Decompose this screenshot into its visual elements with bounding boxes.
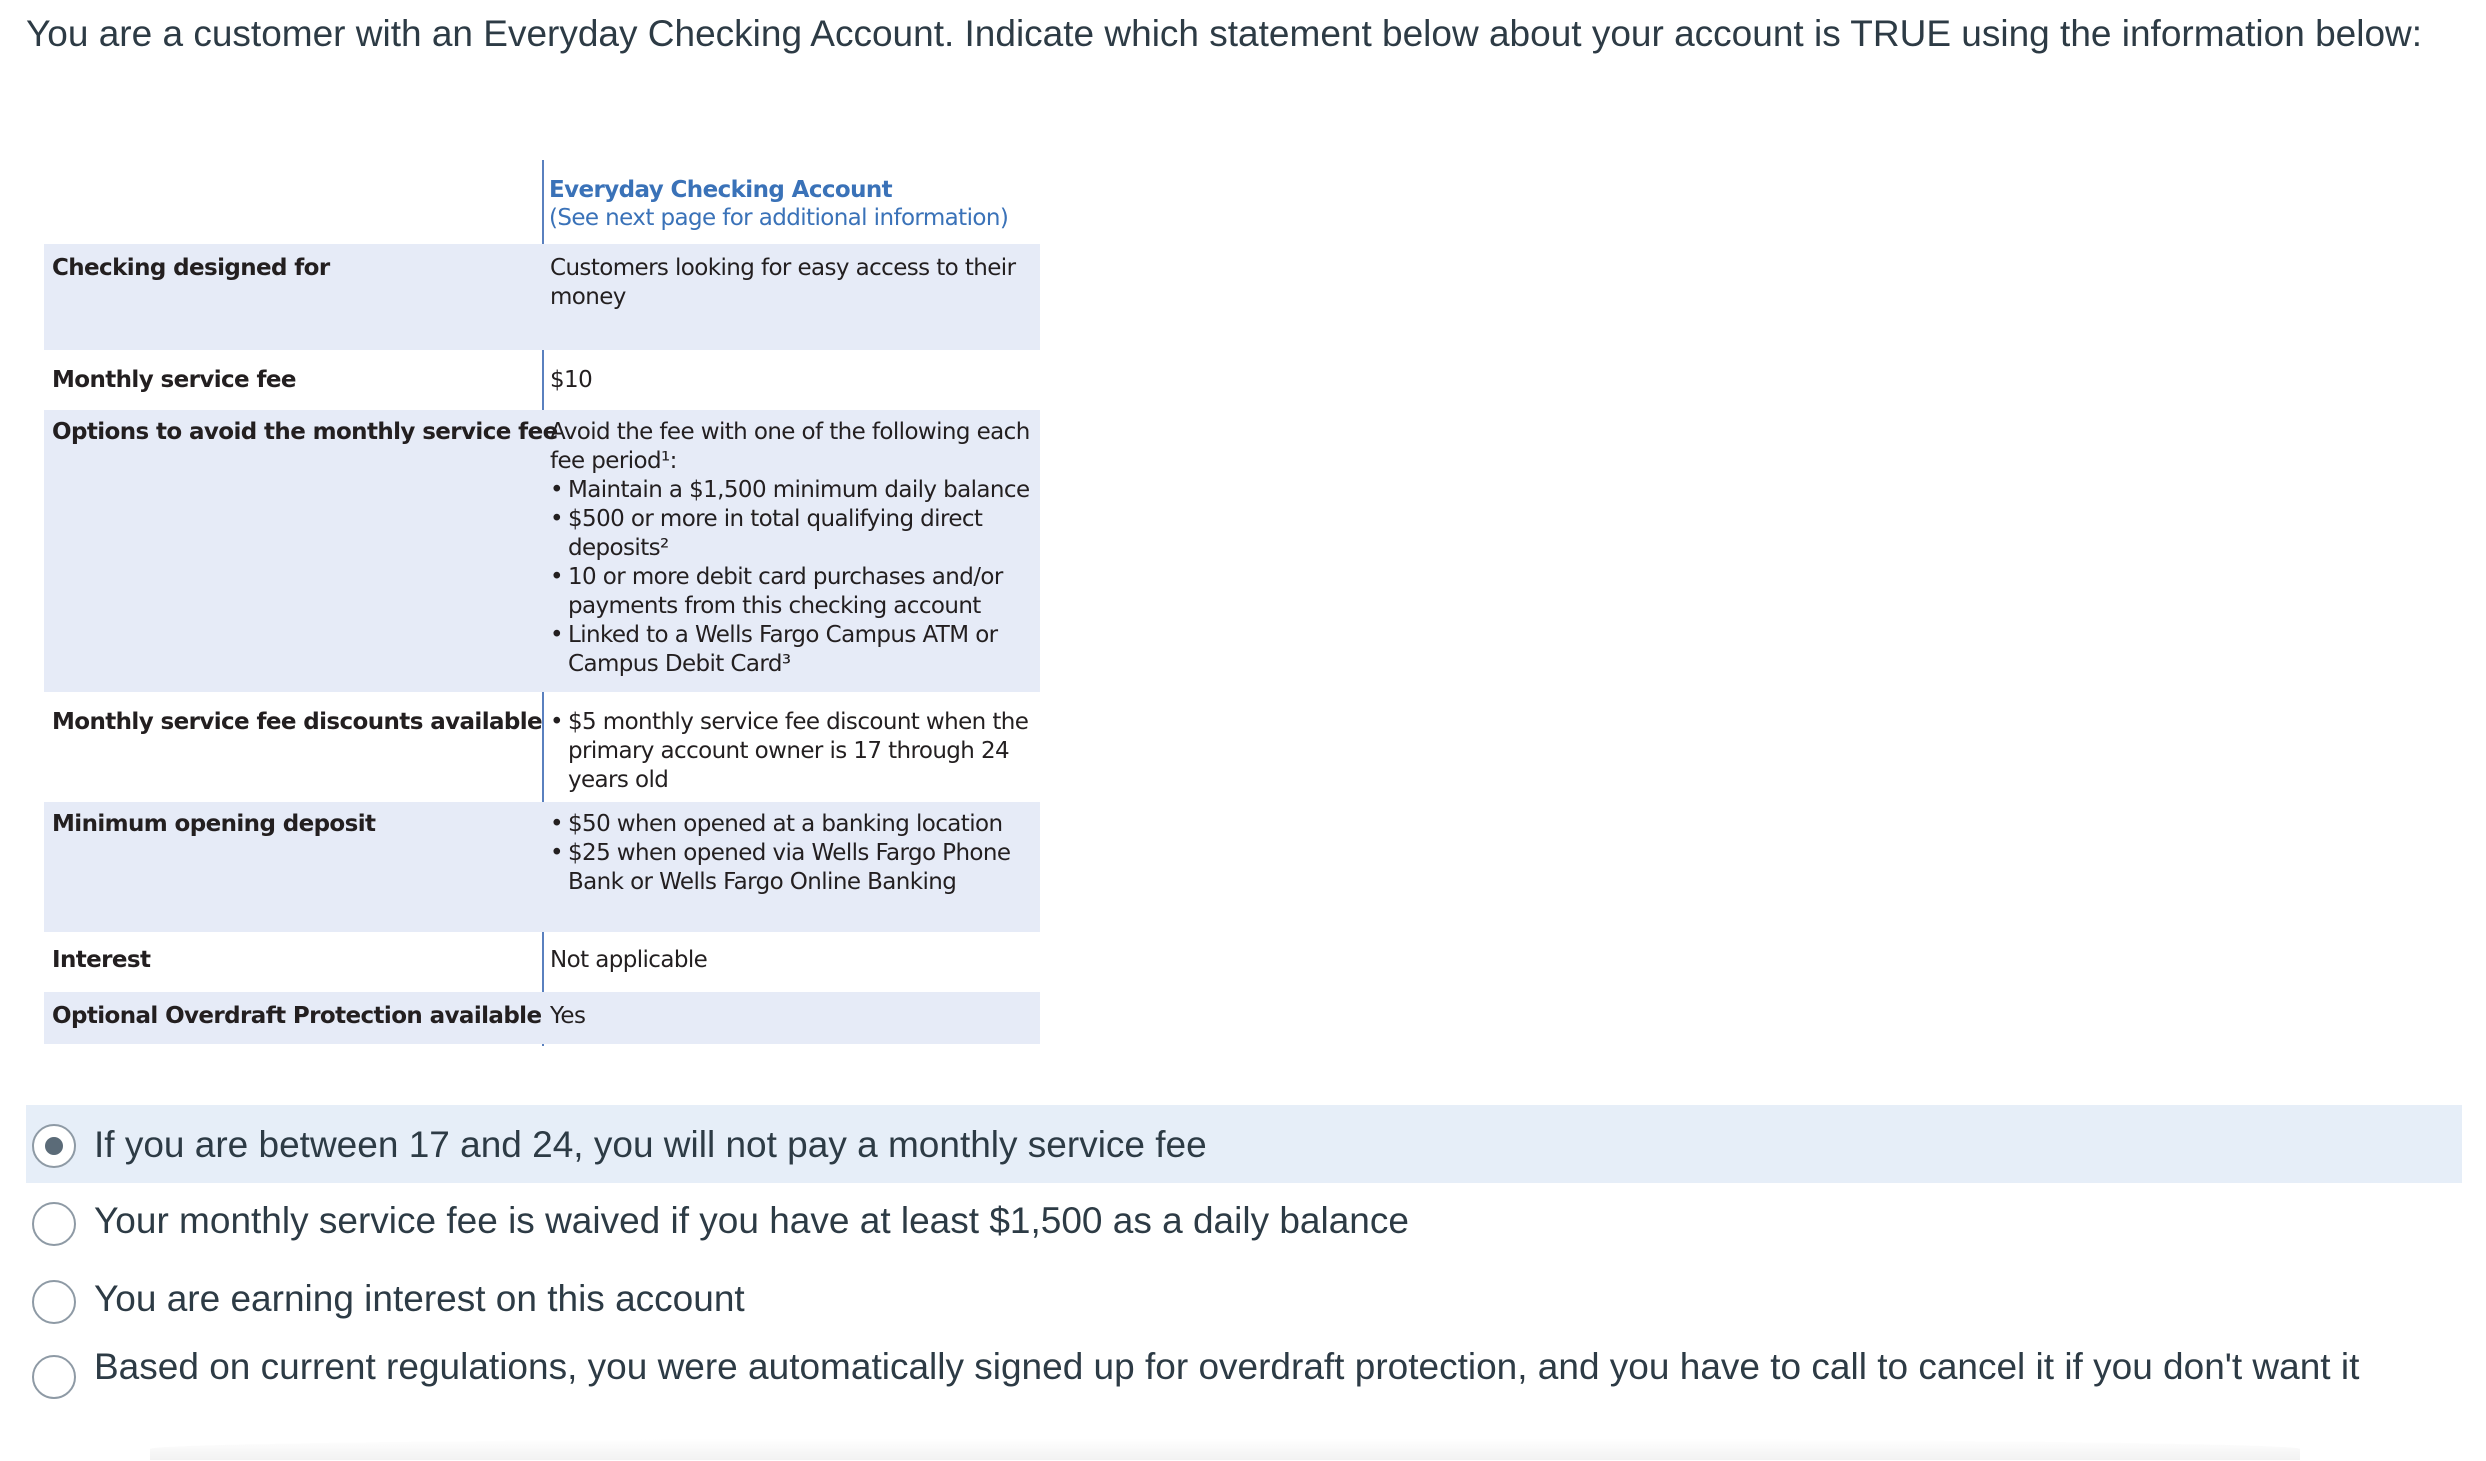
table-row (44, 698, 1040, 798)
row-intro: Avoid the fee with one of the following each fee period¹: (550, 419, 1030, 474)
radio-button-3[interactable] (32, 1280, 76, 1324)
column-header (549, 176, 1008, 232)
list-item: • $25 when opened via Wells Fargo Phone Bank or Wells Fargo Online Banking (550, 839, 1034, 897)
page-footer-shadow (150, 1438, 2300, 1460)
list-item: • $500 or more in total qualifying direct deposits² (550, 505, 1034, 563)
row-label: Interest (52, 947, 151, 973)
column-title: Everyday Checking Account (549, 177, 893, 203)
radio-button-2[interactable] (32, 1202, 76, 1246)
row-label: Options to avoid the monthly service fee (52, 419, 558, 445)
radio-button-4[interactable] (32, 1355, 76, 1399)
question-prompt: You are a customer with an Everyday Checking Account. Indicate which statement below about your account is TRUE using the information below: (26, 13, 2423, 54)
row-value (550, 708, 1034, 795)
answer-option-1[interactable] (26, 1105, 2462, 1183)
table-row (44, 936, 1040, 986)
row-label: Minimum opening deposit (52, 811, 376, 837)
row-value: Yes (550, 1003, 586, 1029)
row-value: Customers looking for easy access to their money (550, 255, 1016, 310)
row-value: $10 (550, 367, 593, 393)
account-comparison-table (44, 160, 1044, 1050)
list-item: • $50 when opened at a banking location (550, 810, 1034, 839)
row-value (550, 810, 1034, 897)
list-item: • Maintain a $1,500 minimum daily balance (550, 476, 1034, 505)
answer-option-label[interactable]: Your monthly service fee is waived if you have at least $1,500 as a daily balance (94, 1200, 1409, 1241)
answer-option-2[interactable] (26, 1183, 2462, 1261)
answer-option-label[interactable]: Based on current regulations, you were automatically signed up for overdraft protection, and you have to call to cancel it if you don't want it (94, 1346, 2360, 1387)
radio-button-1[interactable] (32, 1124, 76, 1168)
row-label: Checking designed for (52, 255, 330, 281)
table-row (44, 992, 1040, 1044)
answer-option-label[interactable]: If you are between 17 and 24, you will not pay a monthly service fee (94, 1124, 1207, 1165)
row-value (550, 418, 1034, 679)
row-label: Monthly service fee discounts available (52, 709, 543, 735)
table-row (44, 410, 1040, 692)
table-row (44, 802, 1040, 932)
table-row (44, 244, 1040, 350)
table-row (44, 356, 1040, 406)
row-label: Optional Overdraft Protection available (52, 1003, 542, 1029)
row-label: Monthly service fee (52, 367, 296, 393)
column-subtitle: (See next page for additional information) (549, 205, 1009, 231)
list-item: • $5 monthly service fee discount when the primary account owner is 17 through 24 years old (550, 708, 1034, 795)
row-value: Not applicable (550, 947, 708, 973)
answer-option-3[interactable] (26, 1261, 2462, 1339)
answer-option-label[interactable]: You are earning interest on this account (94, 1278, 745, 1319)
list-item: • Linked to a Wells Fargo Campus ATM or Campus Debit Card³ (550, 621, 1034, 679)
list-item: • 10 or more debit card purchases and/or payments from this checking account (550, 563, 1034, 621)
